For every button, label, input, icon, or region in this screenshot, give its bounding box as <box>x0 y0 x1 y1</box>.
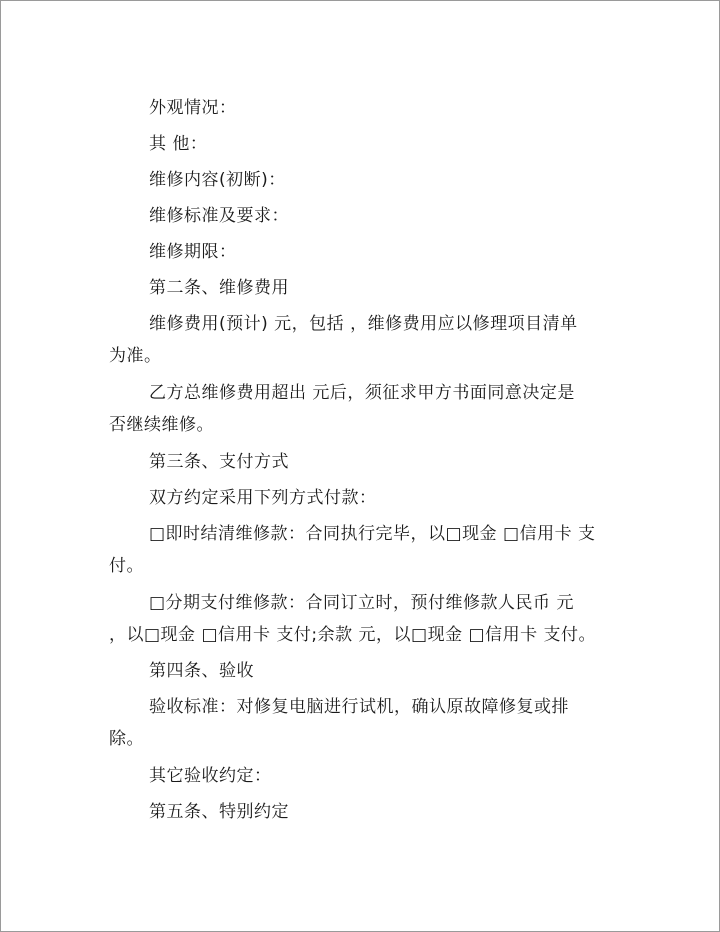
appearance-condition-label: 外观情况： <box>149 98 237 118</box>
repair-period-label: 维修期限： <box>149 242 237 262</box>
repair-content-label: 维修内容(初断)： <box>149 170 286 190</box>
installment-payment-line-1: □分期支付维修款：合同订立时，预付维修款人民币 元 <box>149 593 574 613</box>
acceptance-standard-line-1: 验收标准：对修复电脑进行试机，确认原故障修复或排 <box>149 697 569 717</box>
article-2-heading: 第二条、维修费用 <box>149 278 289 298</box>
overrun-paragraph-line-1: 乙方总维修费用超出 元后，须征求甲方书面同意决定是 <box>149 383 575 403</box>
payment-methods-intro: 双方约定采用下列方式付款： <box>149 488 377 508</box>
overrun-paragraph-line-2: 否继续维修。 <box>109 415 214 435</box>
lump-sum-payment-line-1: □即时结清维修款：合同执行完毕，以□现金 □信用卡 支 <box>149 524 596 544</box>
article-4-heading: 第四条、验收 <box>149 661 254 681</box>
repair-fee-paragraph-line-2: 为准。 <box>109 346 162 366</box>
other-label: 其 他： <box>149 134 208 154</box>
article-5-heading: 第五条、特别约定 <box>149 802 289 822</box>
other-acceptance-label: 其它验收约定： <box>149 766 272 786</box>
repair-fee-paragraph-line-1: 维修费用(预计) 元，包括 ，维修费用应以修理项目清单 <box>149 314 578 334</box>
lump-sum-payment-line-2: 付。 <box>109 556 144 576</box>
document-body <box>109 92 617 828</box>
repair-standard-label: 维修标准及要求： <box>149 206 289 226</box>
acceptance-standard-line-2: 除。 <box>109 729 144 749</box>
article-3-heading: 第三条、支付方式 <box>149 452 289 472</box>
installment-payment-line-2: ，以□现金 □信用卡 支付;余款 元，以□现金 □信用卡 支付。 <box>109 625 596 645</box>
